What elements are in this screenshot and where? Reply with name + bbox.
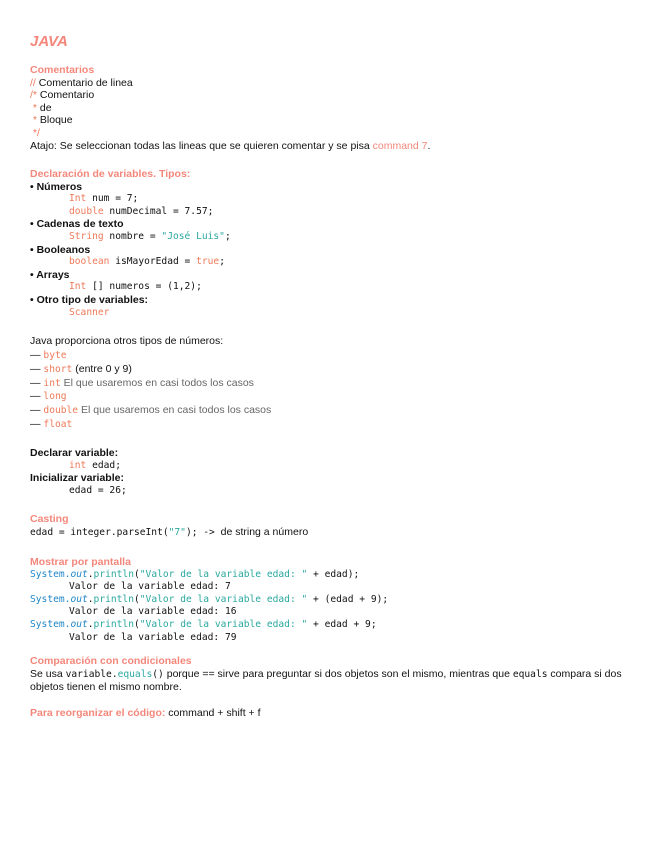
- tipos-intro: Java proporciona otros tipos de números:: [30, 335, 224, 347]
- comment-line-3: * de: [30, 101, 52, 114]
- println-output-2: Valor de la variable edad: 16: [69, 606, 237, 618]
- section-comentarios: [30, 64, 640, 152]
- code-edad-26: edad = 26;: [69, 484, 127, 496]
- declaracion-heading: Declaración de variables. Tipos:: [30, 168, 191, 180]
- section-casting: [30, 513, 640, 538]
- code-boolean: boolean isMayorEdad = true;: [69, 256, 225, 268]
- comparacion-text: Se usa variable.equals() porque == sirve para preguntar si dos objetos son el mismo, mientras que equals compara si dos objetos tienen el mismo nombre.: [30, 667, 622, 694]
- casting-heading: Casting: [30, 513, 69, 525]
- section-declarar: [30, 447, 640, 497]
- inicializar-label: Inicializar variable:: [30, 472, 124, 485]
- tipo-item: — double El que usaremos en casi todos los casos: [30, 404, 640, 418]
- reorganizar-line: Para reorganizar el código: command + shift + f: [30, 707, 261, 719]
- section-declaracion: [30, 168, 640, 319]
- section-mostrar: [30, 556, 640, 644]
- println-line-3: System.out.println("Valor de la variable edad: " + edad + 9;: [30, 618, 377, 630]
- tipo-item: — byte: [30, 349, 640, 363]
- code-scanner: Scanner: [69, 306, 110, 318]
- tipo-item: — int El que usaremos en casi todos los casos: [30, 377, 640, 391]
- code-array: Int [] numeros = (1,2);: [69, 281, 202, 293]
- section-comparacion: [30, 655, 640, 694]
- comentarios-heading: Comentarios: [30, 64, 95, 76]
- tipo-item: — short (entre 0 y 9): [30, 363, 640, 377]
- booleanos-label: • Booleanos: [30, 244, 640, 257]
- comment-line-4: * Bloque: [30, 114, 73, 127]
- code-int-edad: int edad;: [69, 459, 121, 471]
- comparacion-heading: Comparación con condicionales: [30, 655, 192, 667]
- println-output-3: Valor de la variable edad: 79: [69, 631, 237, 643]
- mostrar-heading: Mostrar por pantalla: [30, 556, 131, 568]
- comment-line-2: /* Comentario: [30, 89, 95, 102]
- comment-line-1: // Comentario de linea: [30, 76, 133, 89]
- comment-line-5: */: [30, 126, 40, 139]
- otro-label: • Otro tipo de variables:: [30, 294, 640, 307]
- atajo-text: Atajo: Se seleccionan todas las lineas que se quieren comentar y se pisa command 7.: [30, 139, 431, 152]
- casting-code: edad = integer.parseInt("7"); -> de string a número: [30, 525, 309, 538]
- println-line-1: System.out.println("Valor de la variable edad: " + edad);: [30, 568, 360, 580]
- tipo-item: — float: [30, 418, 640, 432]
- println-output-1: Valor de la variable edad: 7: [69, 581, 231, 593]
- page-title: JAVA: [30, 33, 68, 50]
- println-line-2: System.out.println("Valor de la variable edad: " + (edad + 9);: [30, 593, 389, 605]
- tipo-item: — long: [30, 390, 640, 404]
- cadenas-label: • Cadenas de texto: [30, 218, 640, 231]
- arrays-label: • Arrays: [30, 269, 640, 282]
- code-int-num: Int num = 7;: [69, 193, 139, 205]
- code-double: double numDecimal = 7.57;: [69, 205, 214, 217]
- numeros-label: • Números: [30, 181, 640, 194]
- section-reorganizar: [30, 707, 640, 720]
- section-tipos-numeros: [30, 335, 640, 432]
- declarar-label: Declarar variable:: [30, 447, 119, 459]
- code-string: String nombre = "José Luis";: [69, 230, 231, 242]
